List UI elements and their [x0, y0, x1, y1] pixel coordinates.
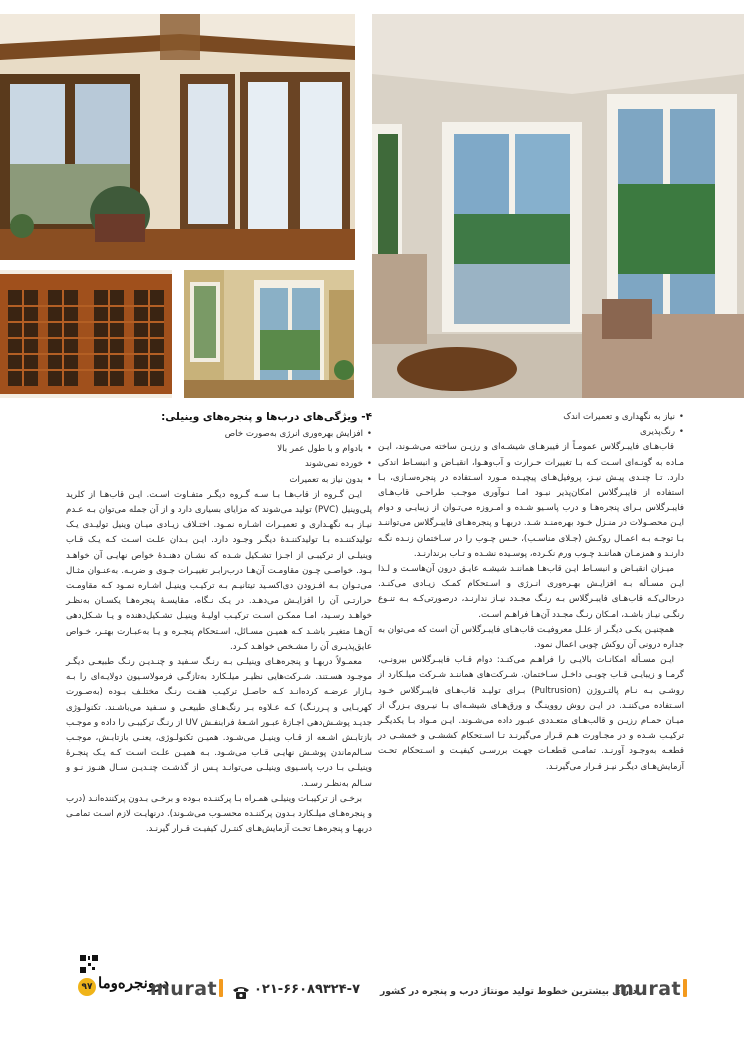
left-bullet-list	[66, 427, 372, 488]
magazine-logo: درونجره‌وما	[98, 974, 170, 992]
paragraph: میـزان انقبـاض و انبسـاط ایـن قاب‌هـا هماننـد شیشـه عایـق درون آن‌هاسـت و لـذا ایـن مسـأله بـه افزایـش بهـره‌وری انـرژی و اسـتحکام کمـک زیـادی می‌کنـد. درحالی‌کـه قاب‌هـای فایبـرگلاس بـه رنـگ مجـدد نیـاز ندارنـد، درصورتی‌کـه بـه تنـوع رنگـی نیـاز باشـد، امـکان رنـگ مجـدد آن‌هـا فراهـم اسـت.	[378, 564, 684, 620]
phone-icon	[232, 984, 250, 997]
list-item: • خورده نمی‌شوند	[66, 457, 372, 472]
murat-logo-left: murat	[150, 978, 223, 1000]
page-number: ۹۷	[78, 978, 96, 996]
paragraph: ایـن گـروه از قاب‌هـا بـا سـه گـروه دیگـر متفـاوت اسـت. ایـن قاب‌هـا از کلرید پلی‌وینیل (PVC) تولید می‌شوند که مزایای بسیاری دارد و از آن جمله می‌توان بـه عـدم نیـاز بـه نگهـداری و تعمیـرات اشـاره نمـود. اختـلاف زیـادی میـان وینیل تولیـدی یـک تولیدکننـده بـا تولیدکننـدۀ دیگـر وجـود دارد. ایـن بـدان علـت اسـت کـه یـک قـاب وینیلـی از ترکیبـی از اجـزا تشـکیل شـده که نشـان دهنـدۀ خواص نهایـی آن خواهـد بـود. خواصـی چـون مقاومـت آن‌هـا درب‌رابـر تغییـرات جـوی و ضربـه. به‌عنـوان مثـال می‌تـوان بـه افـزودن دی‌اکسـید تیتانیـم بـه ترکیـب وینیـل اشـاره نمـود کـه مقاومـت حرارتـی آن را افزایـش می‌دهـد. در یـک نـگاه، مقایسـۀ پنجره‌هـا یکسـان به‌نظـر خواهـد رسـید، امـا ممکـن اسـت ترکیـب اولیـۀ وینیـل تشـکیل‌دهنده و یـا شـکل‌دهی آن‌هـا متغیـر باشـد کـه همیـن مسـائل، اسـتحکام پنجـره و یـا به‌عبـارت بهتـر، خـواص عایق‌پذیـری آن را مشـخص خواهـد کـرد.	[66, 489, 372, 652]
qr-code-icon	[79, 954, 99, 974]
photo-living-room-wood-windows	[0, 14, 355, 260]
photo-patio-doors	[184, 270, 354, 398]
paragraph: قاب‌هـای فایبـرگلاس عمومـاً از فیبرهـای شیشـه‌ای و رزیـن ساخته می‌شـوند، ایـن مـاده به گونـه‌ای اسـت کـه بـا تغییرات حـرارت و آب‌وهـوا، انقبـاض و انبسـاط اندکی دارد. تـا چنـدی پیـش نیـز، پروفیل‌هـای پیچیـده مـورد اسـتفاده در پنجره‌سـازی، بـا استفاده از فایبـرگلاس امکان‌پذیر نبـود امـا نـوآوری موجـب طراحـی قاب‌هـای فایبـرگلاس بـرای پنجره‌هـا و درب پاسـیو شـده و امـروزه می‌تـوان از زیبایـی و دوام ایـن محصـولات در منـزل خـود بهره‌منـد شـد. دربهـا و پنجره‌هـای فایبـرگلاس می‌تواننـد بـا توجـه بـه اعمـال روکـش (جـلای مناسـب)، حـس چـوب را در سـاختمان زنـده نگـه دارنـد و همزمـان هماننـد چـوب ورم نکـرده، پوسـیده نشـده و تـاب برندارنـد.	[378, 442, 684, 559]
paragraph: برخـی از ترکیبـات وینیلـی همـراه بـا پرکننـده بـوده و برخـی بـدون پرکننده‌انـد (درب و پنجره‌هـای میلـکارد بـدون پرکننـده محسـوب می‌شـوند). درنهایـت لازم اسـت تمامـی دربهـا و پنجره‌هـا تحـت آزمایش‌هـای کنتـرل کیفیـت قـرار گیرنـد.	[66, 793, 372, 835]
left-text-column	[66, 410, 372, 837]
list-item: • بادوام و با طول عمر بالا	[66, 442, 372, 457]
footer	[0, 940, 744, 1020]
right-text-column	[378, 410, 684, 775]
paragraph: همچنیـن یکـی دیگـر از علـل معروفیـت قاب‌هـای فایبـرگلاس آن است که می‌توان به جداره درونی آن روکش چوبی اعمال نمود.	[378, 624, 684, 651]
list-item: • افزایش بهره‌وری انرژی به‌صورت خاص	[66, 427, 372, 442]
right-bullet-list	[378, 410, 684, 440]
paragraph: ایـن مسـأله امکانـات بالایـی را فراهـم می‌کنـد: دوام قـاب فایبـرگلاس بیرونـی، گرمـا و زیبایـی قـاب چوبـی داخـل سـاختمان. شـرکت‌های هماننـد شـرکت میلـکارد از روشـی بـه نـام پالتـروژن (Pultrusion) بـرای تولیـد قاب‌هـای فایبـرگلاس خـود اسـتفاده می‌کننـد. در ایـن روش رووینـگ و ورق‌هـای شیشـه‌ای بـا نیـروی بـزرگ از میـان حمـام رزیـن و قالب‌هـای متعـددی عبـور داده می‌شـوند. ایـن مـواد بـا یکدیگـر ترکیـب شـده و در مجـاورت هـم قـرار می‌گیرنـد تـا اسـتحکام کششـی و خمشـی در قطعـه به‌وجـود آورنـد. تمامـی قطعـات جهـت بررسـی کیفیـت و اسـتحکام تحـت آزمایش‌هـای دیگـر نیـز قـرار می‌گیرنـد.	[378, 655, 684, 772]
paragraph: معمـولاً دربهـا و پنجره‌هـای وینیلـی بـه رنـگ سـفید و چنـدیـن رنـگ طبیعـی دیگـر موجـود هسـتند. شـرکت‌هایی نظیـر میلـکارد به‌تازگـی فرمولاسـیون دولایـه‌ای را بـه بـازار عرضـه کرده‌انـد کـه حاصـل ترکیـب هفـت رنـگ مختلـف بـوده (به‌صـورت کهربـایی و پـررنـگ) کـه عـلاوه بـر رنگ‌هـای طبیعـی و سـفید می‌باشـند. تکنولـوژی جدیـد پوشـش‌دهی اجـازۀ عبـور اشـعۀ فرابنفـش UV از رنـگ ترکیبـی را داده و موجـب بازتابـش اشـعه از قـاب وینیـل می‌شـود. همیـن تکنولـوژی، یعنـی بازتابـش، موجـب سـالم‌ماندن پوشـش نهایـی قـاب می‌شـود. بـه همیـن علـت اسـت کـه یـک پنجـرۀ وینیلـی بـا درب پاسـیوی وینیلـی می‌توانـد پـس از گذشـت چنـدیـن سـال هنـوز نـو و سـالم به‌نظـر رسـد.	[66, 657, 372, 789]
photo-living-room-french-doors	[372, 14, 744, 398]
phone-number: ۰۲۱-۶۶۰۸۹۳۲۴-۷	[254, 982, 361, 997]
murat-logo-right: murat	[614, 978, 687, 1000]
list-item: • بدون نیاز به تعمیرات	[66, 473, 372, 488]
list-item: • نیاز به نگهداری و تعمیرات اندک	[378, 410, 684, 425]
photo-wood-french-doors	[0, 270, 172, 398]
list-item: • رنگ‌پذیری	[378, 425, 684, 440]
company-tagline: دارای بیشترین خطوط تولید مونتاژ درب و پنجره در کشور	[380, 986, 637, 997]
section-heading: ۴- ویژگی‌های درب‌ها و پنجره‌های وینیلی:	[161, 411, 372, 423]
